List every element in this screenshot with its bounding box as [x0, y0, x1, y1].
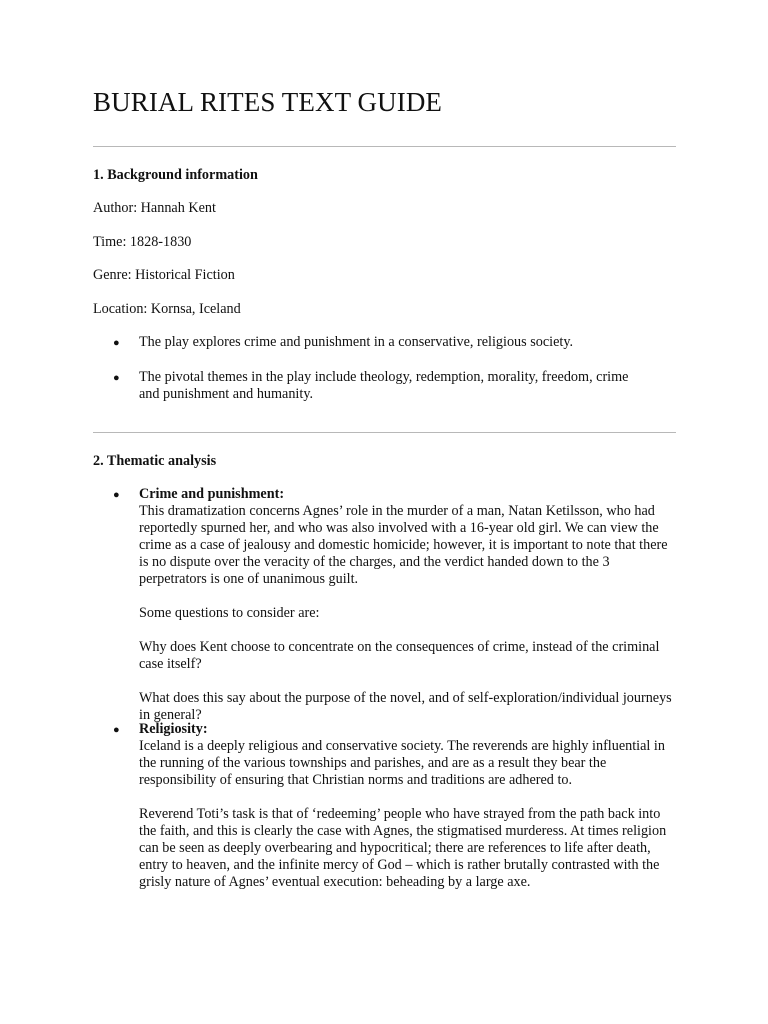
crime-paragraph: This dramatization concerns Agnes’ role in the murder of a man, Natan Ketilsson, who had reportedly spurned her, and who was also involved with a 16-year old girl. We can view the crime as a case of jealousy and domestic homicide; however, it is important to note that there is no dispute over the veracity of the charges, and the verdict handed down to the 3 perpetrators is one of unanimous guilt.: [139, 503, 668, 587]
background-bullet-2: The pivotal themes in the play include theology, redemption, morality, freedom, crime and punishment and humanity.: [139, 369, 629, 402]
author-line: Author: Hannah Kent: [93, 200, 216, 216]
religiosity-paragraph-2: Reverend Toti’s task is that of ‘redeeming’ people who have strayed from the path back into the faith, and this is clearly the case with Agnes, the stigmatised murderess. At times religion can be seen as deeply overbearing and hypocritical; there are references to life after death, entry to heaven, and the infinite mercy of God – which is rather brutally contrasted with the grisly nature of Agnes’ eventual execution: beheading by a large axe.: [139, 806, 667, 890]
question-1: Why does Kent choose to concentrate on the consequences of crime, instead of the criminal case itself?: [139, 639, 660, 672]
questions-intro: Some questions to consider are:: [139, 605, 320, 621]
bullet-icon: ●: [113, 489, 120, 501]
section1-heading: 1. Background information: [93, 167, 258, 183]
divider-top: [93, 146, 676, 147]
religiosity-paragraph-1: Iceland is a deeply religious and conservative society. The reverends are highly influential in the running of the various townships and parishes, and are as a result they bear the responsibility of ensuring that Christian norms and traditions are adhered to.: [139, 738, 665, 788]
divider-middle: [93, 432, 676, 433]
document-title: BURIAL RITES TEXT GUIDE: [93, 87, 443, 117]
crime-bullet: [139, 486, 679, 724]
bullet-icon: ●: [113, 337, 120, 349]
section2-heading: 2. Thematic analysis: [93, 453, 217, 469]
background-bullet-1: The play explores crime and punishment in a conservative, religious society.: [139, 334, 574, 350]
religiosity-label: Religiosity:: [139, 721, 208, 737]
location-line: Location: Kornsa, Iceland: [93, 301, 241, 317]
question-2: What does this say about the purpose of the novel, and of self-exploration/individual journeys in general?: [139, 690, 672, 723]
bullet-icon: ●: [113, 724, 120, 736]
crime-label: Crime and punishment:: [139, 486, 285, 502]
genre-line: Genre: Historical Fiction: [93, 267, 235, 283]
religiosity-bullet: [139, 721, 679, 891]
bullet-icon: ●: [113, 372, 120, 384]
time-line: Time: 1828-1830: [93, 234, 192, 250]
